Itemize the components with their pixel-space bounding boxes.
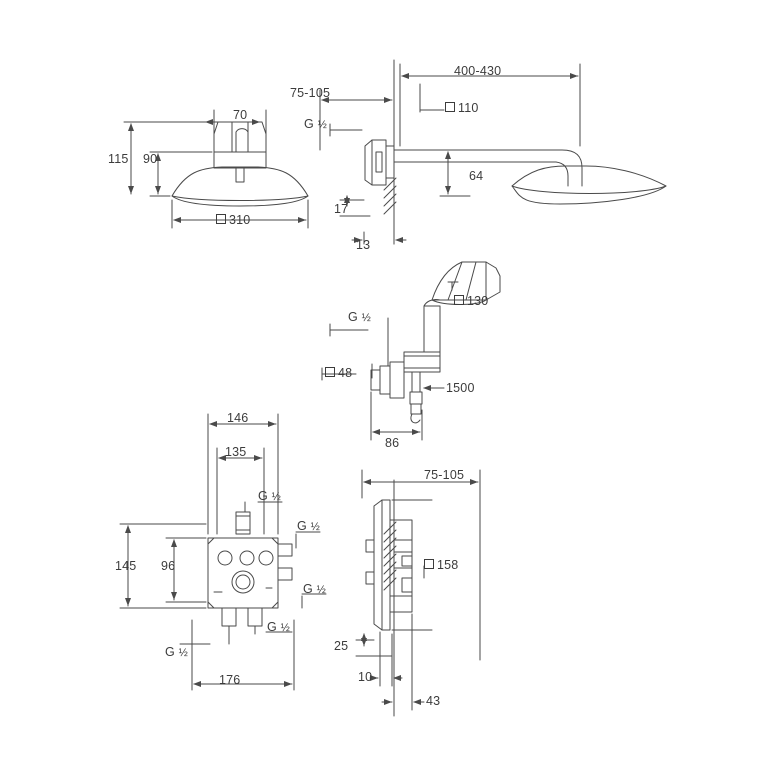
dim-body-width-146: 146 [227,411,249,425]
trim-side-geometry [366,480,412,716]
dim-head-height-90: 90 [143,152,158,166]
head-shower-geometry [172,122,308,206]
dim-body-thread-right-upper: G ½ [297,519,320,533]
square-symbol-icon [424,559,434,569]
dim-arm-square-110: 110 [445,101,479,115]
dim-hand-thread-g12: G ½ [348,310,371,324]
dim-trim-offset-25: 25 [334,639,349,653]
dim-hand-square-130: 130 [454,294,488,308]
square-symbol-icon [325,367,335,377]
dim-trim-square-158: 158 [424,558,458,572]
square-symbol-icon [216,214,226,224]
square-symbol-icon [445,102,455,112]
concealed-body-dimensions [120,414,326,690]
dim-hand-square-48: 48 [325,366,352,380]
dim-body-width-135: 135 [225,445,247,459]
dim-head-height-115: 115 [108,152,129,166]
wall-arm-geometry [365,60,666,244]
hand-shower-geometry [371,262,500,423]
dim-arm-thread-g12: G ½ [304,117,327,131]
dim-body-width-176: 176 [219,673,241,687]
dim-arm-height-64: 64 [469,169,484,183]
dim-head-width-70: 70 [233,108,248,122]
wall-arm-dimensions [320,64,580,244]
dim-body-thread-right-lower: G ½ [303,582,326,596]
dim-head-square-310: 310 [216,213,250,227]
dim-arm-length: 400-430 [454,64,502,78]
square-symbol-icon [454,295,464,305]
dim-body-thread-bottom-left: G ½ [165,645,188,659]
dim-arm-offset-17: 17 [334,202,349,216]
dim-hand-width-86: 86 [385,436,400,450]
dim-arm-projection: 75-105 [290,86,331,100]
dim-body-thread-top: G ½ [258,489,281,503]
dim-trim-offset-10: 10 [358,670,373,684]
concealed-body-geometry [208,512,292,626]
dim-trim-depth: 75-105 [424,468,465,482]
dim-trim-offset-43: 43 [426,694,441,708]
dim-arm-offset-13: 13 [356,238,371,252]
dim-body-height-145: 145 [115,559,137,573]
dim-body-height-96: 96 [161,559,176,573]
dim-body-thread-bottom-right: G ½ [267,620,290,634]
dim-hose-1500: 1500 [446,381,475,395]
